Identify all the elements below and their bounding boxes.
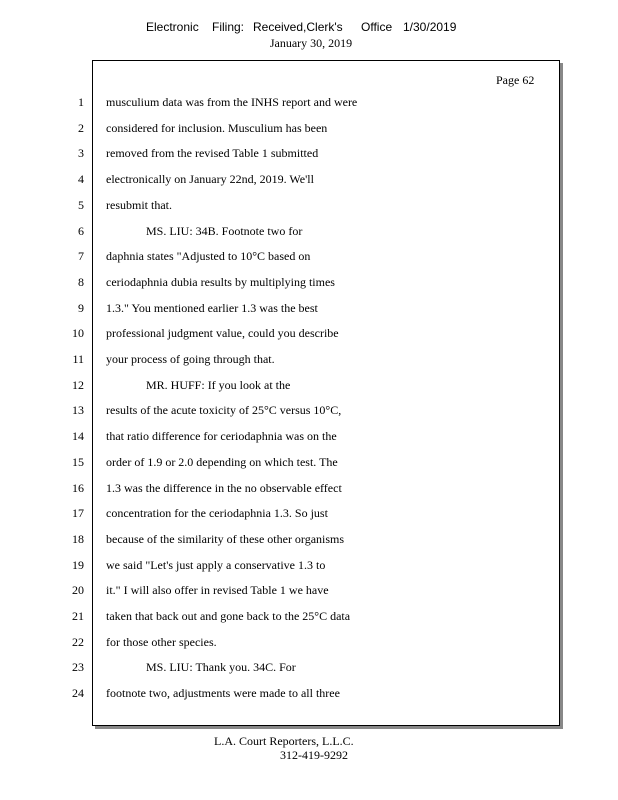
transcript-line [0,352,618,368]
line-text: electronically on January 22nd, 2019. We'll [106,172,314,187]
line-number: 5 [78,197,84,212]
transcript-line [0,609,618,625]
line-number: 12 [72,377,84,392]
line-text: considered for inclusion. Musculium has been [106,120,328,135]
transcript-line [0,558,618,574]
line-text: we said "Let's just apply a conservative 1.3 to [106,557,326,572]
line-text: removed from the revised Table 1 submitted [106,146,319,161]
transcript-line [0,583,618,599]
stamp-date: 1/30/2019 [403,20,457,34]
transcript-line [0,198,618,214]
transcript-line [0,686,618,702]
transcript-line [0,301,618,317]
transcript-line [0,95,618,111]
filing-date: January 30, 2019 [269,36,353,50]
line-text: 1.3." You mentioned earlier 1.3 was the best [106,300,318,315]
transcript-line [0,172,618,188]
line-number: 6 [78,223,84,238]
transcript-line [0,326,618,342]
line-number: 11 [72,352,84,366]
stamp-filing: Filing: [212,20,245,34]
line-number: 23 [72,660,84,675]
line-text: MS. LIU: 34B. Footnote two for [146,223,303,238]
line-text: concentration for the ceriodaphnia 1.3. So just [106,506,328,521]
transcript-line [0,532,618,548]
transcript-line [0,403,618,419]
transcript-line [0,249,618,265]
line-text: taken that back out and gone back to the 25°C data [106,609,351,623]
transcript-line [0,635,618,651]
stamp-received: Received,Clerk's [253,20,343,34]
transcript-line [0,660,618,676]
court-reporter-company: L.A. Court Reporters, L.L.C. [214,734,354,748]
line-text: for those other species. [106,634,217,649]
line-number: 19 [72,557,84,572]
line-number: 18 [72,531,84,546]
line-text: footnote two, adjustments were made to all three [106,686,340,701]
stamp-electronic: Electronic [146,20,199,34]
court-reporter-phone: 312-419-9292 [280,748,348,762]
line-text: order of 1.9 or 2.0 depending on which test. The [106,454,338,469]
line-text: professional judgment value, could you describe [106,326,339,341]
line-number: 7 [78,249,84,264]
line-text: because of the similarity of these other organisms [106,531,345,546]
line-text: it." I will also offer in revised Table 1 we have [106,583,329,598]
transcript-line [0,275,618,291]
transcript-line [0,378,618,394]
line-text: daphnia states "Adjusted to 10°C based on [106,249,311,264]
transcript-line [0,429,618,445]
stamp-office: Office [361,20,393,34]
line-number: 8 [78,274,84,289]
line-number: 10 [72,326,84,341]
line-number: 21 [72,609,84,623]
transcript-line [0,146,618,162]
line-number: 14 [72,429,84,444]
line-number: 15 [72,454,84,469]
line-number: 22 [72,634,84,649]
line-number: 17 [72,506,84,521]
line-number: 16 [72,480,84,495]
line-text: musculium data was from the INHS report and were [106,95,358,109]
transcript-line [0,506,618,522]
line-number: 24 [72,686,84,701]
line-number: 1 [78,95,84,109]
line-text: results of the acute toxicity of 25°C versus 10°C, [106,403,342,418]
line-number: 20 [72,583,84,598]
transcript-line [0,481,618,497]
line-text: that ratio difference for ceriodaphnia was on the [106,429,337,444]
line-number: 2 [78,120,84,135]
line-text: your process of going through that. [106,352,275,366]
line-number: 9 [78,300,84,315]
transcript-line [0,121,618,137]
line-text: MR. HUFF: If you look at the [146,377,291,392]
line-text: MS. LIU: Thank you. 34C. For [146,660,296,675]
line-number: 13 [72,403,84,418]
line-text: ceriodaphnia dubia results by multiplying times [106,274,335,289]
filing-stamp [0,20,618,36]
line-number: 4 [78,172,84,187]
line-number: 3 [78,146,84,161]
page-number: Page 62 [496,73,535,87]
line-text: resubmit that. [106,197,172,212]
line-text: 1.3 was the difference in the no observable effect [106,480,342,495]
transcript-line [0,224,618,240]
transcript-line [0,455,618,471]
